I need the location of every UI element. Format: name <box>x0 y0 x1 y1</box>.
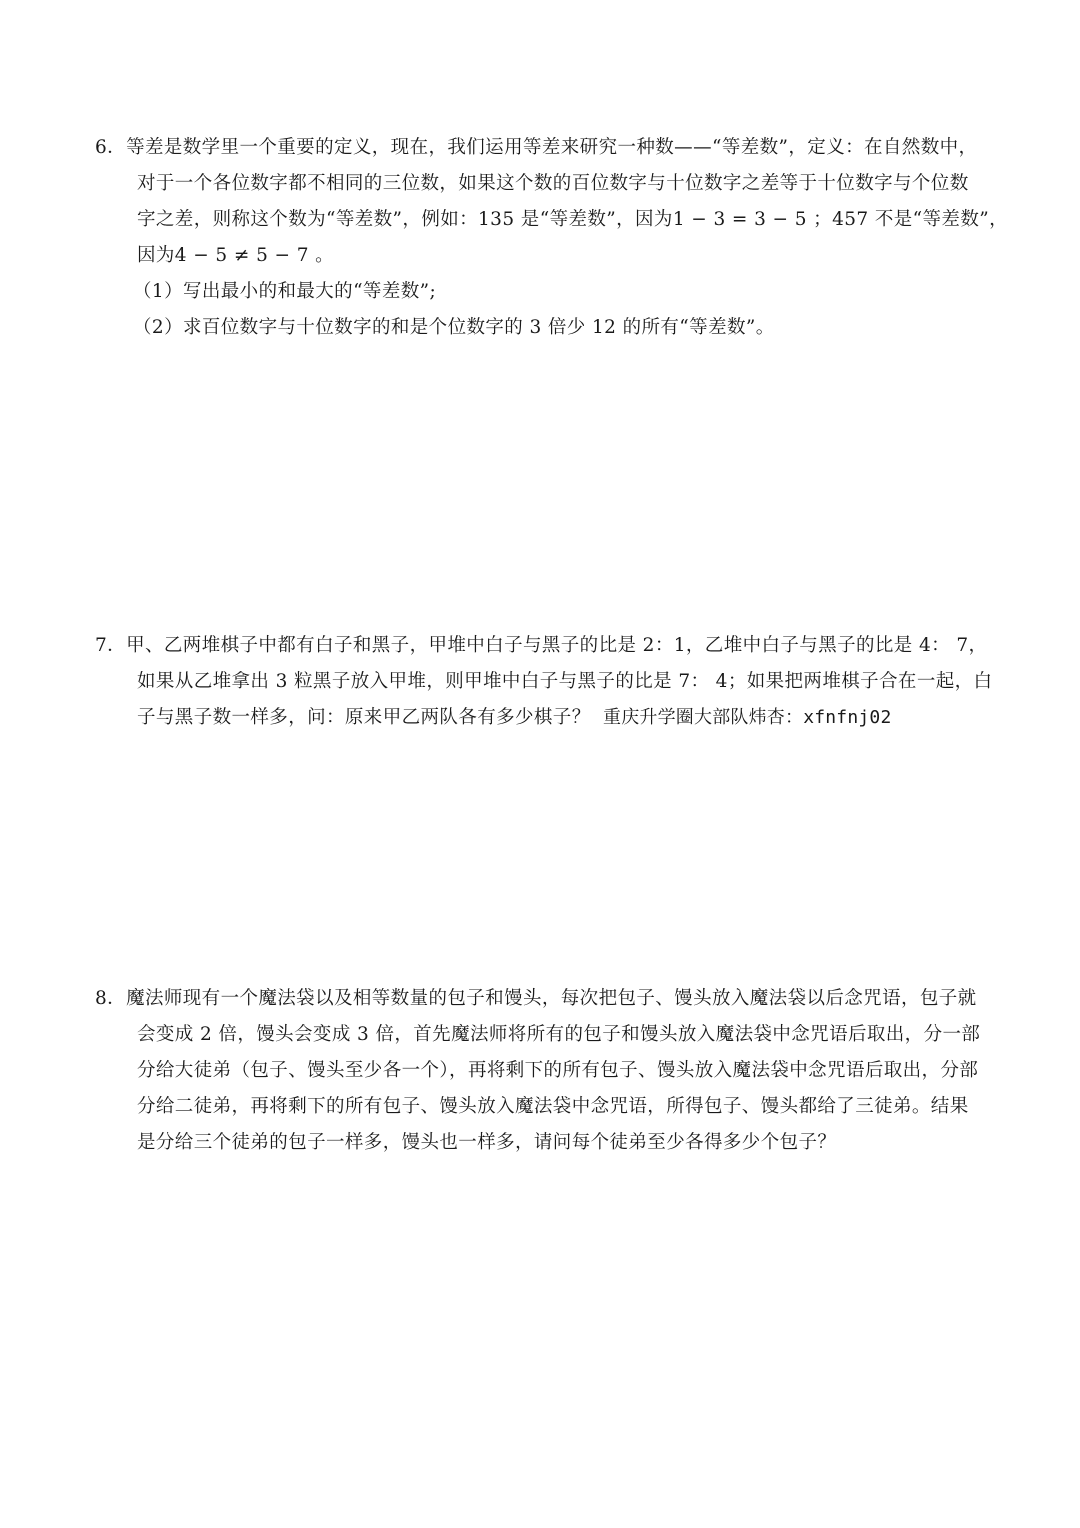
problem-6-line-1: 6．等差是数学里一个重要的定义，现在，我们运用等差来研究一种数——“等差数”，定义：在自然数中， <box>95 137 978 158</box>
problem-8-line-1: 8．魔法师现有一个魔法袋以及相等数量的包子和馒头，每次把包子、馒头放入魔法袋以后念咒语，包子就 <box>95 988 977 1009</box>
problem-8-line-4: 分给二徒弟，再将剩下的所有包子、馒头放入魔法袋中念咒语，所得包子、馒头都给了三徒弟。结果 <box>137 1096 969 1117</box>
problem-6-line-2: 对于一个各位数字都不相同的三位数，如果这个数的百位数字与十位数字之差等于十位数字与个位数 <box>137 173 969 194</box>
problem-8-line-2: 会变成 2 倍，馒头会变成 3 倍，首先魔法师将所有的包子和馒头放入魔法袋中念咒语后取出，分一部 <box>137 1024 981 1045</box>
problem-8-line-5: 是分给三个徒弟的包子一样多，馒头也一样多，请问每个徒弟至少各得多少个包子？ <box>137 1132 837 1153</box>
problem-6-line-4: 因为4 − 5 ≠ 5 − 7 。 <box>137 245 335 266</box>
problem-7-line-3 <box>95 700 995 736</box>
problem-7 <box>95 628 995 736</box>
contact-note: 重庆升学圈大部队炜杏：xfnfnj02 <box>603 707 892 728</box>
problem-7-line-3-text: 子与黑子数一样多，问：原来甲乙两队各有多少棋子？ <box>137 707 591 728</box>
problem-6 <box>95 130 1008 346</box>
problem-6-line-3: 字之差，则称这个数为“等差数”，例如：135 是“等差数”，因为1 − 3 = 3 − 5 ；457 不是“等差数”， <box>137 209 1008 230</box>
problem-7-line-1: 7．甲、乙两堆棋子中都有白子和黑子，甲堆中白子与黑子的比是 2：1，乙堆中白子与黑子的比是 4： 7， <box>95 635 988 656</box>
problem-8-line-3: 分给大徒弟（包子、馒头至少各一个），再将剩下的所有包子、馒头放入魔法袋中念咒语后取出，分部 <box>137 1060 979 1081</box>
problem-6-subquestion-2: （2）求百位数字与十位数字的和是个位数字的 3 倍少 12 的所有“等差数”。 <box>133 317 775 338</box>
problem-7-line-2: 如果从乙堆拿出 3 粒黑子放入甲堆，则甲堆中白子与黑子的比是 7： 4；如果把两堆棋子合在一起，白 <box>137 671 993 692</box>
problem-8 <box>95 981 995 1161</box>
problem-6-subquestion-1: （1）写出最小的和最大的“等差数”; <box>133 281 437 302</box>
